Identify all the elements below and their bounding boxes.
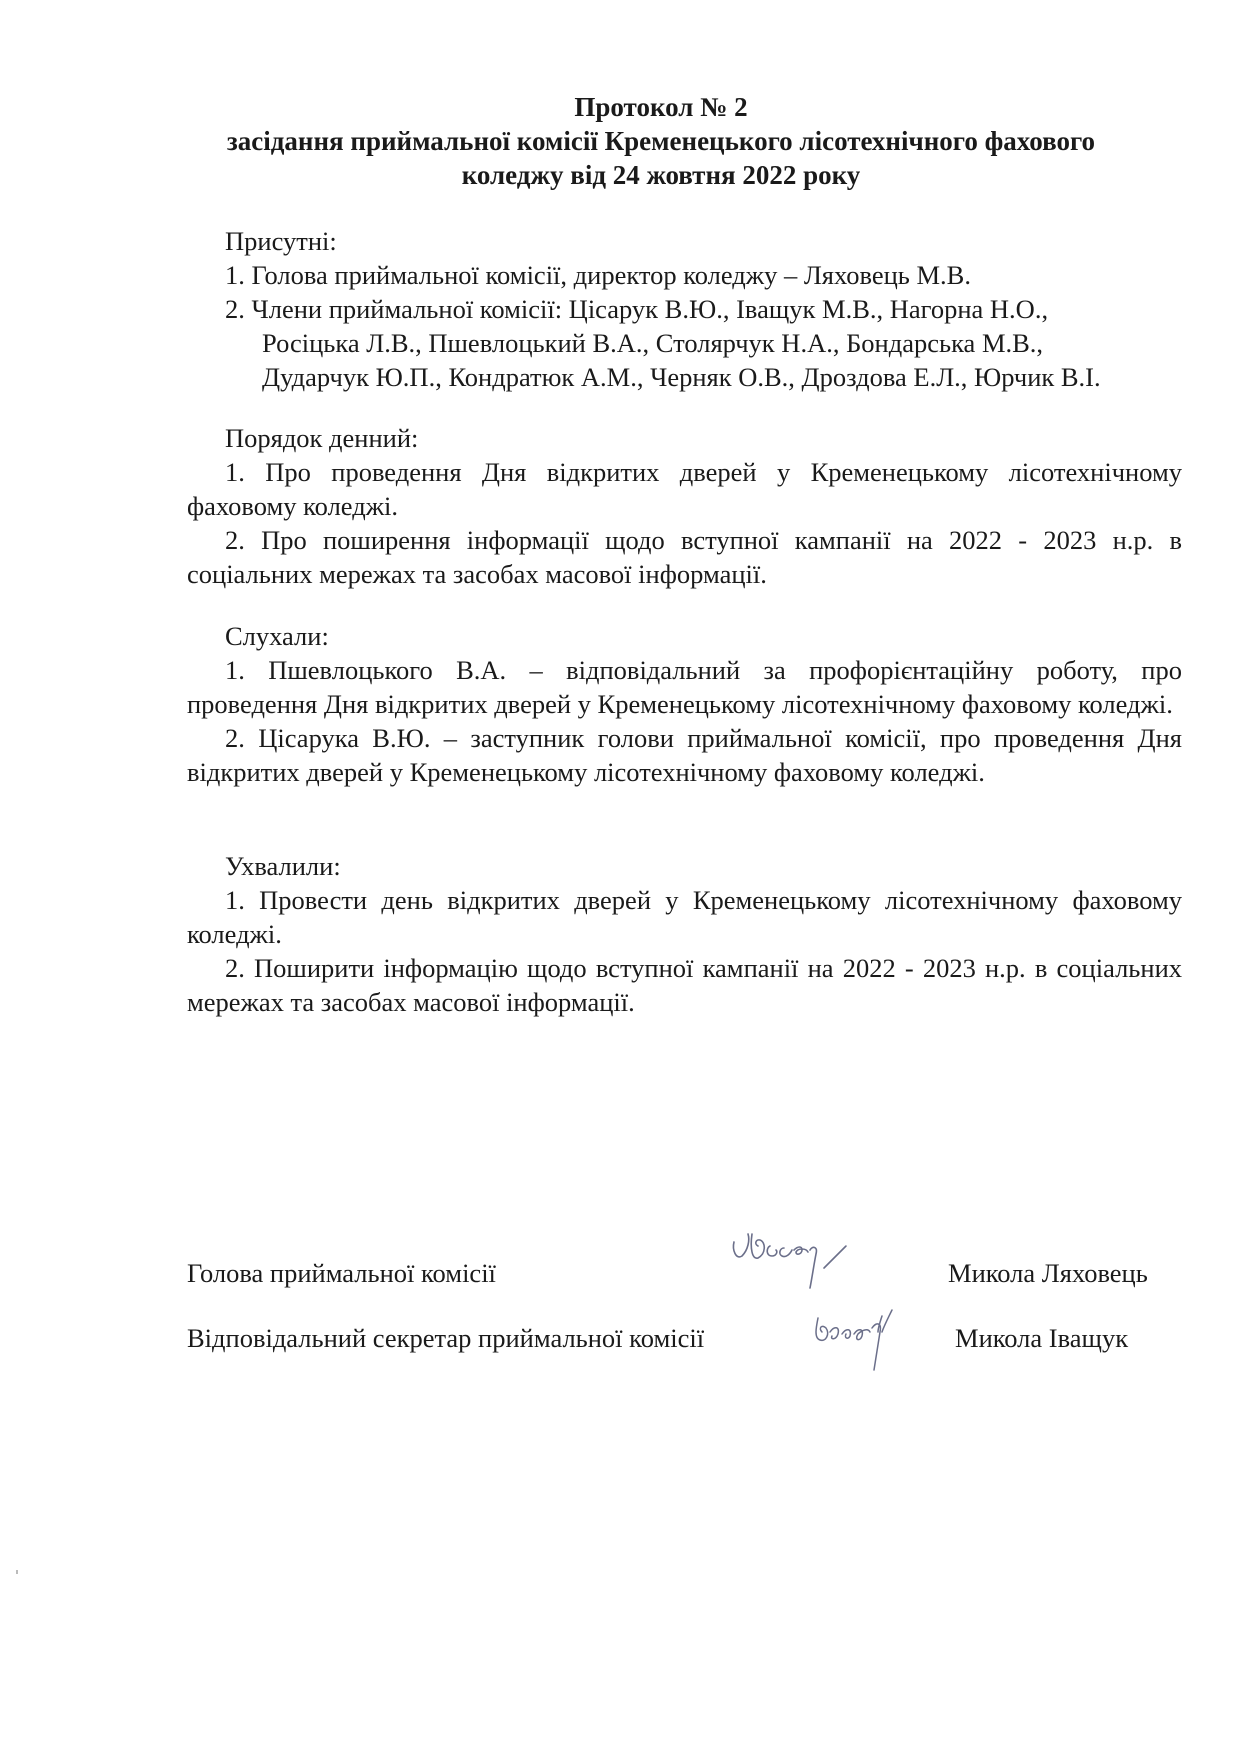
protocol-number: Протокол № 2 (574, 92, 748, 122)
agenda-item-2: 2. Про поширення інформації щодо вступної кампанії на 2022 - 2023 н.р. в соціальних мережах та засобах масової інформації. (187, 525, 1182, 589)
present-item-members (187, 292, 1182, 394)
heard-item-2: 2. Цісарука В.Ю. – заступник голови приймальної комісії, про проведення Дня відкритих дверей у Кременецькому лісотехнічному фаховому коледжі. (187, 723, 1182, 787)
heard-section (187, 619, 1182, 789)
chair-name: Микола Ляховець (948, 1258, 1148, 1288)
present-members-line1: 2. Члени приймальної комісії: Цісарук В.Ю., Іващук М.В., Нагорна Н.О., (225, 294, 1049, 324)
resolved-heading: Ухвалили: (225, 851, 341, 881)
present-section (187, 224, 1182, 394)
agenda-heading: Порядок денний: (225, 423, 419, 453)
secretary-signature (808, 1298, 918, 1378)
present-members-line3: Дударчук Ю.П., Кондратюк А.М., Черняк О.В., Дроздова Е.Л., Юрчик В.І. (262, 362, 1101, 392)
resolved-item-2: 2. Поширити інформацію щодо вступної кампанії на 2022 - 2023 н.р. в соціальних мережах та засобах масової інформації. (187, 953, 1182, 1017)
scan-speck (16, 1570, 18, 1574)
chair-signature (726, 1220, 901, 1310)
protocol-subject: засідання приймальної комісії Кременецького лісотехнічного фахового (226, 126, 1096, 156)
agenda-section (187, 421, 1182, 591)
chair-title: Голова приймальної комісії (187, 1258, 496, 1288)
agenda-item-1: 1. Про проведення Дня відкритих дверей у Кременецькому лісотехнічному фаховому коледжі. (187, 457, 1182, 521)
heard-item-1: 1. Пшевлоцького В.А. – відповідальний за профорієнтаційну роботу, про проведення Дня відкритих дверей у Кременецькому лісотехнічному фаховому коледжі. (187, 655, 1182, 719)
present-item-chair: 1. Голова приймальної комісії, директор коледжу – Ляховець М.В. (225, 260, 971, 290)
resolved-section (187, 849, 1182, 1019)
present-heading: Присутні: (225, 226, 337, 256)
protocol-date: коледжу від 24 жовтня 2022 року (461, 160, 861, 190)
heard-heading: Слухали: (225, 621, 329, 651)
protocol-header (186, 90, 1136, 192)
resolved-item-1: 1. Провести день відкритих дверей у Кременецькому лісотехнічному фаховому коледжі. (187, 885, 1182, 949)
secretary-title: Відповідальний секретар приймальної комісії (187, 1323, 705, 1353)
present-members-line2: Росіцька Л.В., Пшевлоцький В.А., Столярчук Н.А., Бондарська М.В., (262, 328, 1044, 358)
secretary-name: Микола Іващук (955, 1323, 1129, 1353)
